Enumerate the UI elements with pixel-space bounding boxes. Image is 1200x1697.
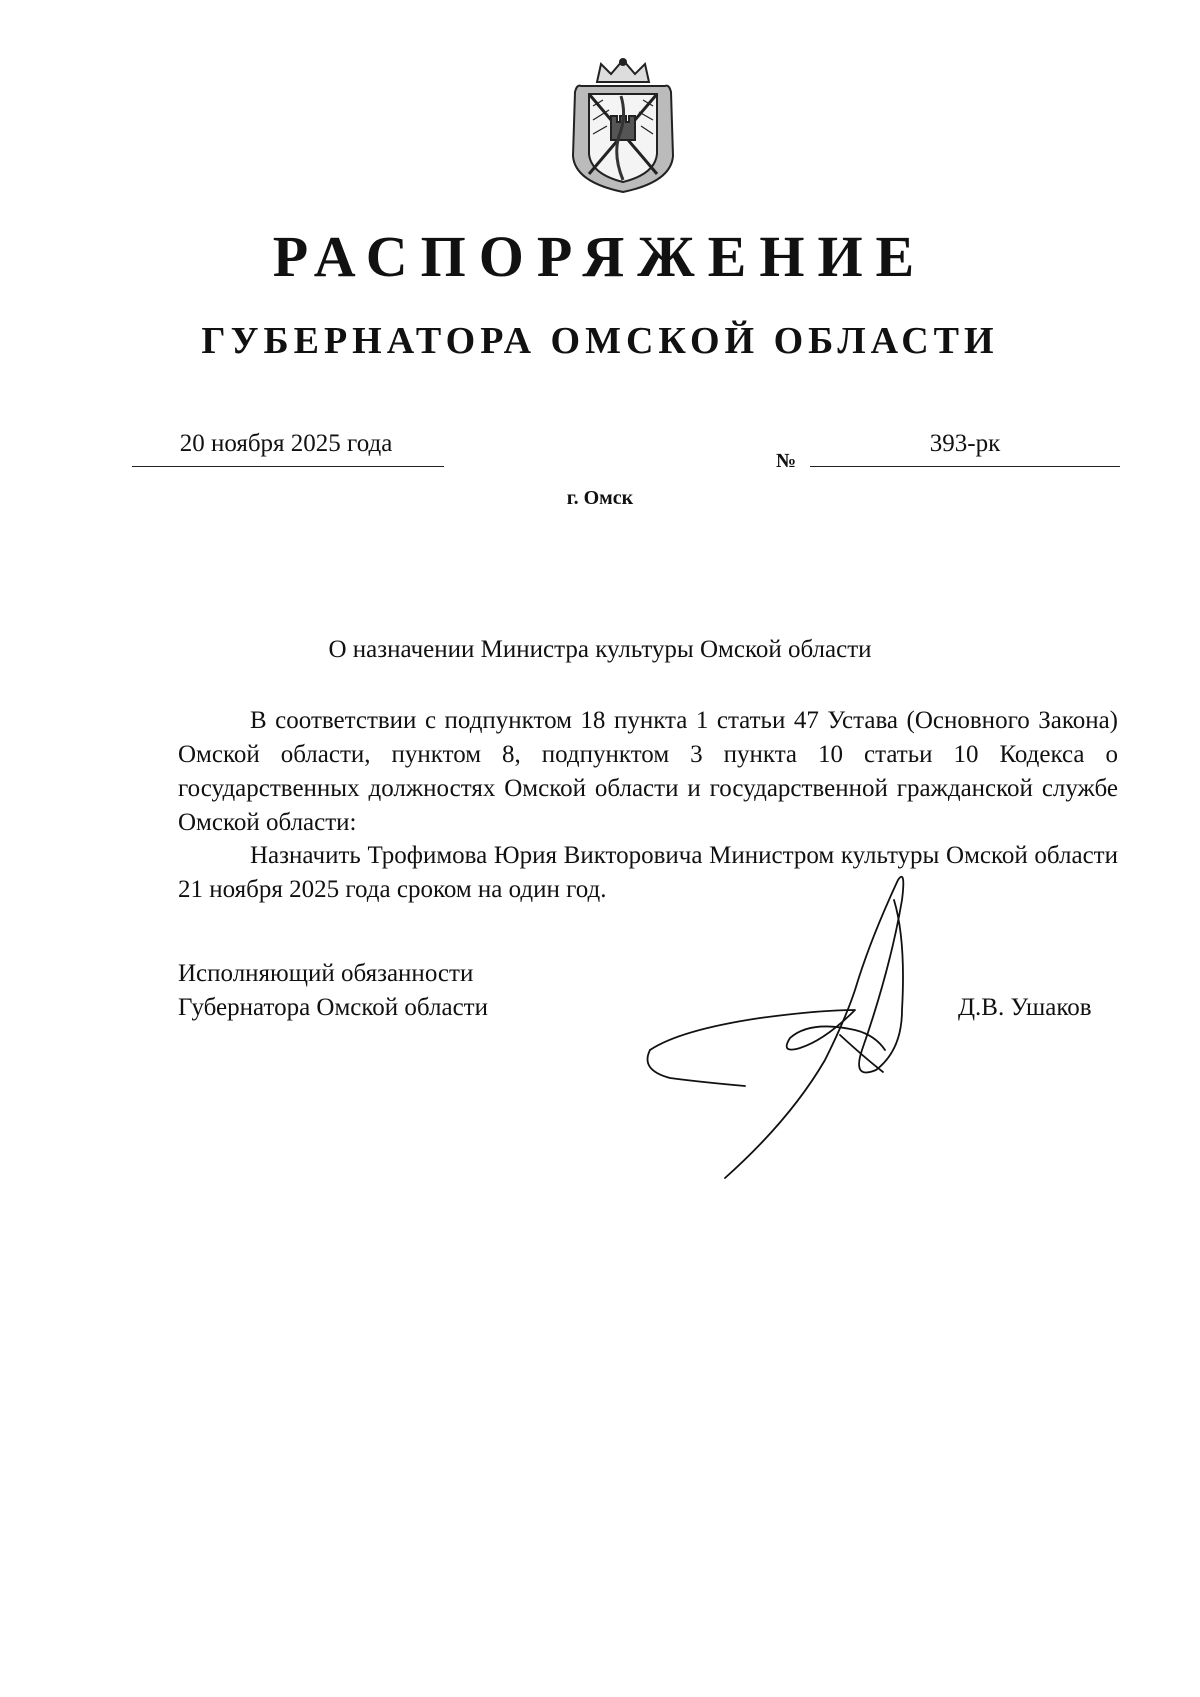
document-title: РАСПОРЯЖЕНИЕ xyxy=(272,224,928,289)
document-date: 20 ноября 2025 года xyxy=(179,430,393,457)
handwritten-signature-icon xyxy=(640,860,980,1180)
signatory-position: Губернатора Омской области xyxy=(178,994,488,1021)
date-underline xyxy=(132,466,444,467)
signatory-position: Исполняющий обязанности xyxy=(178,960,474,987)
body-paragraph: В соответствии с подпунктом 18 пункта 1 статьи 47 Устава (Основного Закона) Омской области, пунктом 8, подпунктом 3 пункта 10 статьи 10 Кодекса о государственных должностях Омской области и государственной гражданской службе Омской области: xyxy=(178,707,1118,836)
document-number: 393-рк xyxy=(929,430,1001,457)
number-underline xyxy=(810,466,1120,467)
body-paragraph: Назначить Трофимова Юрия Викторовича Министром культуры Омской области 21 ноября 2025 года сроком на один год. xyxy=(178,842,1118,903)
document-subtitle: ГУБЕРНАТОРА ОМСКОЙ ОБЛАСТИ xyxy=(201,320,999,362)
signatory-name: Д.В. Ушаков xyxy=(958,994,1092,1021)
number-sign: № xyxy=(776,450,797,472)
document-heading: О назначении Министра культуры Омской области xyxy=(328,636,872,663)
omsk-coat-of-arms-icon xyxy=(563,56,683,196)
document-city: г. Омск xyxy=(566,487,634,509)
